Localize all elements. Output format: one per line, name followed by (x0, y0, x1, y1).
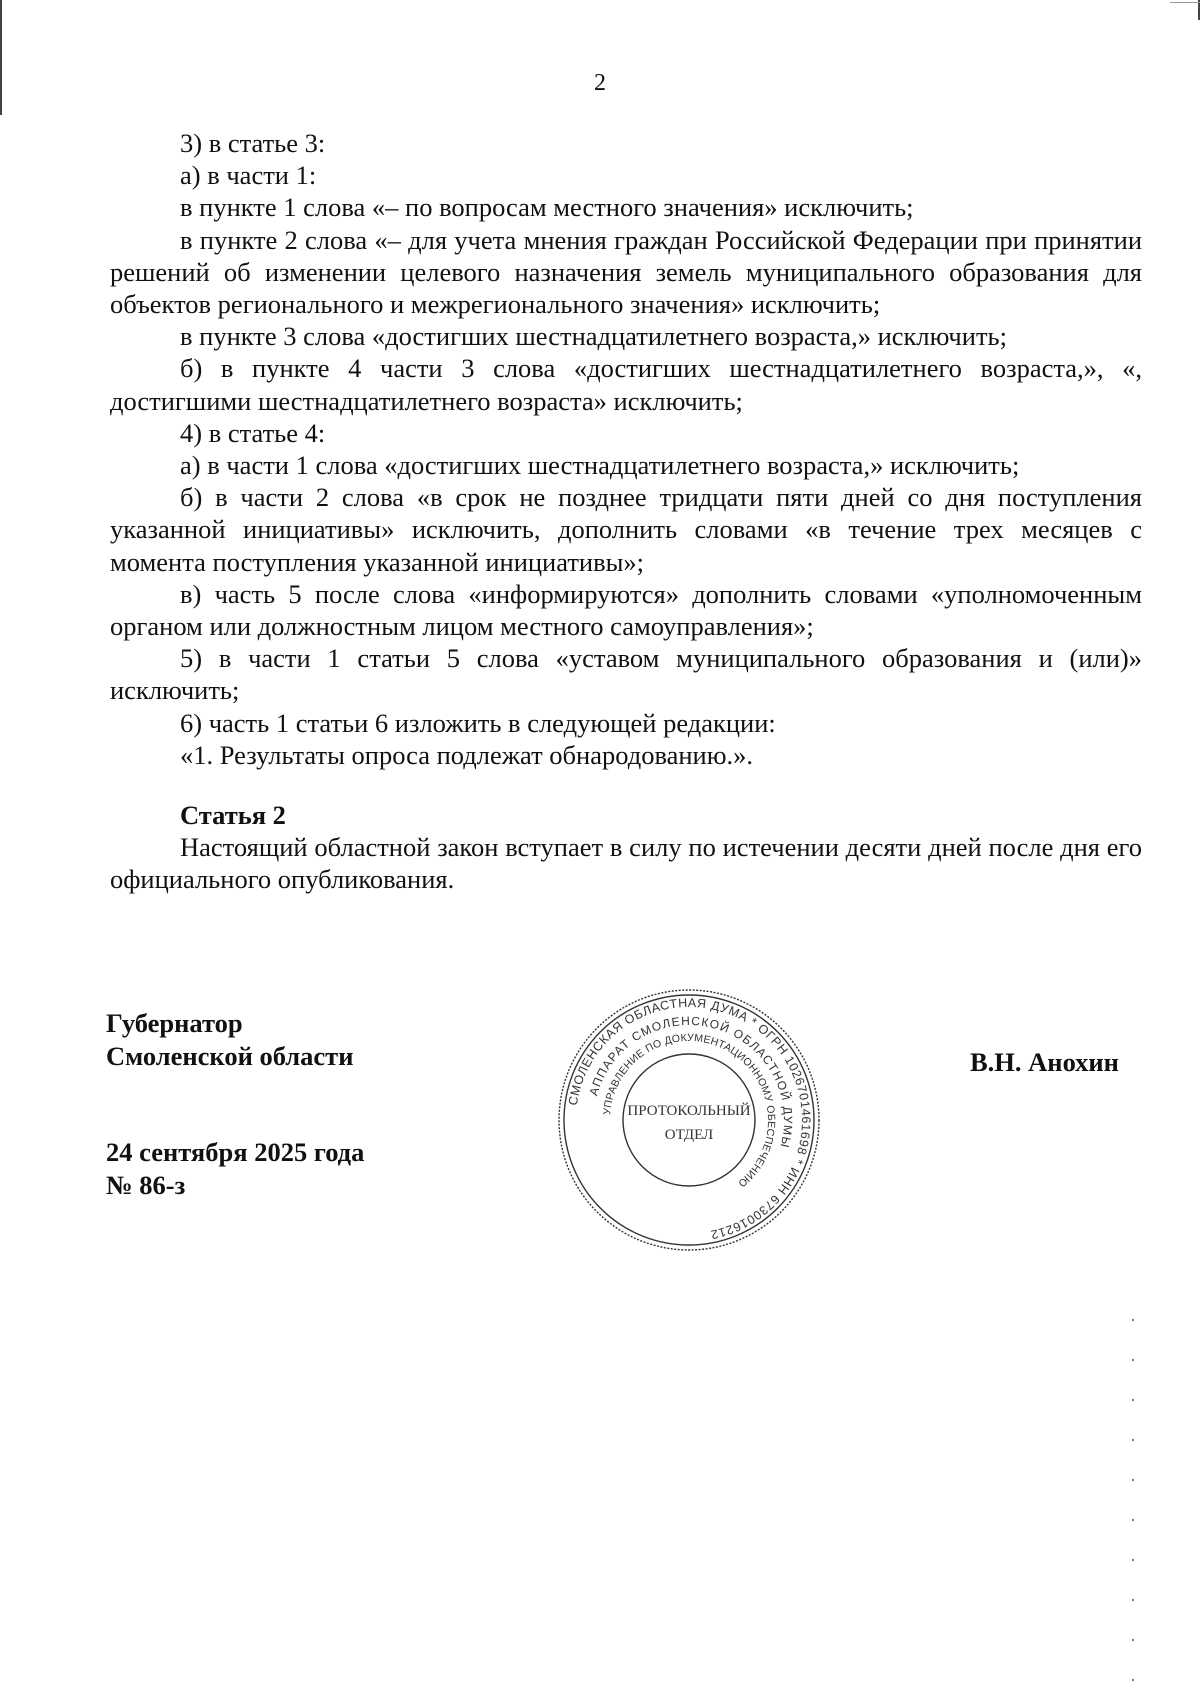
paragraph: б) в части 2 слова «в срок не позднее тридцати пяти дней со дня поступления указанной инициативы» исключить, дополнить словами «в течение трех месяцев с момента поступления указанной инициативы»; (110, 482, 1142, 577)
scan-edge-top (1170, 2, 1200, 3)
signatory-title-line: Губернатор (106, 1008, 243, 1038)
paragraph: а) в части 1: (180, 160, 317, 191)
signatory-name: В.Н. Анохин (970, 1047, 1119, 1077)
stamp-center-line: ПРОТОКОЛЬНЫЙ (627, 1103, 751, 1119)
paragraph: а) в части 1 слова «достигших шестнадцатилетнего возраста,» исключить; (180, 450, 1020, 481)
paragraph: в пункте 1 слова «– по вопросам местного значения» исключить; (180, 192, 914, 223)
article-heading: Статья 2 (180, 800, 286, 831)
paragraph: 4) в статье 4: (180, 417, 326, 448)
law-number: № 86-з (106, 1170, 186, 1200)
stamp-graphic (554, 985, 824, 1255)
paragraph: в) часть 5 после слова «информируются» дополнить словами «уполномоченным органом или должностным лицом местного самоуправления»; (110, 578, 1142, 642)
stamp-inner-ring (623, 1054, 755, 1186)
scan-dots (1132, 1300, 1134, 1695)
document-body (110, 127, 1142, 896)
paragraph: «1. Результаты опроса подлежат обнародованию.». (180, 739, 754, 770)
stamp-inner-text: УПРАВЛЕНИЕ ПО ДОКУМЕНТАЦИОННОМУ ОБЕСПЕЧЕНИЮ (601, 1031, 778, 1190)
paragraph: 5) в части 1 статьи 5 слова «уставом муниципального образования и (или)» исключить; (110, 643, 1142, 706)
stamp-center-line: ОТДЕЛ (664, 1127, 714, 1143)
stamp-outer-text: СМОЛЕНСКАЯ ОБЛАСТНАЯ ДУМА * ОГРН 1026701461698 * ИНН 6730016212 (565, 995, 814, 1242)
law-date-number (106, 1136, 364, 1202)
stamp-middle-text: АППАРАТ СМОЛЕНСКОЙ ОБЛАСТНОЙ ДУМЫ (586, 1013, 796, 1150)
signatory-title-line: Смоленской области (106, 1041, 354, 1071)
paragraph: в пункте 2 слова «– для учета мнения граждан Российской Федерации при принятии решений об изменении целевого назначения земель муниципального образования для объектов регионального и межрегионального значения» исключить; (110, 224, 1142, 320)
paragraph: Настоящий областной закон вступает в силу по истечении десяти дней после дня его официального опубликования. (110, 832, 1142, 895)
law-date: 24 сентября 2025 года (106, 1137, 365, 1167)
paragraph: б) в пункте 4 части 3 слова «достигших шестнадцатилетнего возраста,», «, достигшими шестнадцатилетнего возраста» исключить; (110, 353, 1142, 416)
paragraph: 3) в статье 3: (180, 128, 326, 158)
page-number: 2 (594, 70, 606, 96)
stamp-outer-ring (559, 990, 819, 1250)
paragraph: в пункте 3 слова «достигших шестнадцатилетнего возраста,» исключить; (180, 321, 1007, 352)
paragraph: 6) часть 1 статьи 6 изложить в следующей редакции: (180, 707, 776, 738)
signatory-title (106, 1007, 353, 1073)
official-stamp (554, 985, 824, 1255)
